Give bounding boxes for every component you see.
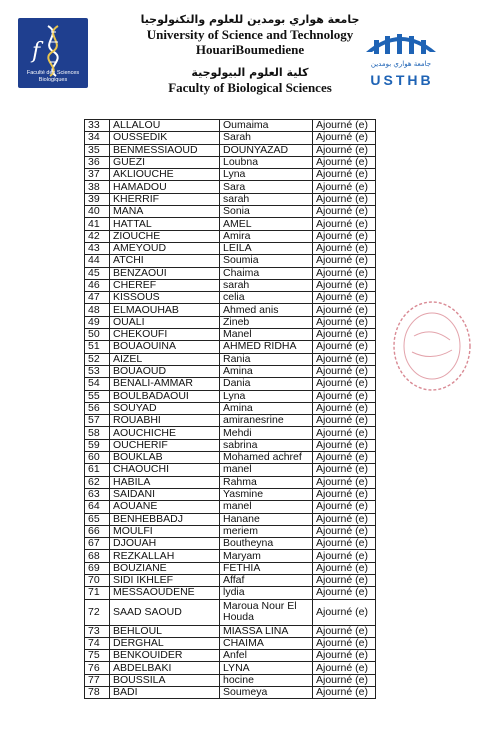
student-number-cell: 58 — [85, 427, 110, 439]
first-name-cell: Amina — [220, 402, 313, 414]
last-name-cell: ELMAOUHAB — [110, 304, 220, 316]
decision-cell: Ajourné (e) — [313, 341, 376, 353]
table-row — [85, 156, 376, 168]
table-row — [85, 242, 376, 254]
first-name-cell: Amira — [220, 230, 313, 242]
student-number-cell: 43 — [85, 242, 110, 254]
student-number-cell: 65 — [85, 513, 110, 525]
first-name-cell: sarah — [220, 193, 313, 205]
student-number-cell: 64 — [85, 501, 110, 513]
first-name-cell: Yasmine — [220, 488, 313, 500]
decision-cell: Ajourné (e) — [313, 181, 376, 193]
table-row — [85, 439, 376, 451]
faculty-logo — [18, 18, 88, 88]
student-number-cell: 68 — [85, 550, 110, 562]
table-row — [85, 316, 376, 328]
first-name-cell: Boutheyna — [220, 538, 313, 550]
last-name-cell: BEHLOUL — [110, 625, 220, 637]
svg-text:جامعة هواري بومدين: جامعة هواري بومدين — [370, 60, 432, 68]
last-name-cell: OUALI — [110, 316, 220, 328]
last-name-cell: OUSSEDIK — [110, 132, 220, 144]
student-number-cell: 66 — [85, 525, 110, 537]
last-name-cell: CHEKOUFI — [110, 329, 220, 341]
first-name-cell: Amina — [220, 365, 313, 377]
decision-cell: Ajourné (e) — [313, 242, 376, 254]
decision-cell: Ajourné (e) — [313, 267, 376, 279]
table-row — [85, 464, 376, 476]
first-name-cell: Zineb — [220, 316, 313, 328]
faculty-name-arabic: كلية العلوم البيولوجية — [191, 66, 309, 79]
decision-cell: Ajourné (e) — [313, 218, 376, 230]
table-row — [85, 662, 376, 674]
student-number-cell: 61 — [85, 464, 110, 476]
table-row — [85, 144, 376, 156]
student-number-cell: 34 — [85, 132, 110, 144]
first-name-cell: DOUNYAZAD — [220, 144, 313, 156]
decision-cell: Ajourné (e) — [313, 255, 376, 267]
last-name-cell: SAIDANI — [110, 488, 220, 500]
decision-cell: Ajourné (e) — [313, 132, 376, 144]
last-name-cell: ABDELBAKI — [110, 662, 220, 674]
student-number-cell: 45 — [85, 267, 110, 279]
last-name-cell: CHAOUCHI — [110, 464, 220, 476]
decision-cell: Ajourné (e) — [313, 415, 376, 427]
decision-cell: Ajourné (e) — [313, 488, 376, 500]
student-number-cell: 69 — [85, 562, 110, 574]
decision-cell: Ajourné (e) — [313, 292, 376, 304]
decision-cell: Ajourné (e) — [313, 476, 376, 488]
last-name-cell: MOULFI — [110, 525, 220, 537]
first-name-cell: Chaima — [220, 267, 313, 279]
decision-cell: Ajourné (e) — [313, 402, 376, 414]
table-row — [85, 501, 376, 513]
student-number-cell: 72 — [85, 599, 110, 625]
last-name-cell: BOUKLAB — [110, 452, 220, 464]
last-name-cell: BENALI-AMMAR — [110, 378, 220, 390]
first-name-cell: manel — [220, 501, 313, 513]
table-row — [85, 625, 376, 637]
usthb-wordmark: USTHB — [370, 72, 434, 88]
last-name-cell: BENKOUIDER — [110, 650, 220, 662]
student-number-cell: 70 — [85, 574, 110, 586]
student-number-cell: 76 — [85, 662, 110, 674]
student-number-cell: 56 — [85, 402, 110, 414]
last-name-cell: SOUYAD — [110, 402, 220, 414]
table-row — [85, 476, 376, 488]
last-name-cell: AKLIOUCHE — [110, 169, 220, 181]
student-number-cell: 78 — [85, 687, 110, 699]
last-name-cell: ROUABHI — [110, 415, 220, 427]
first-name-cell: Soumia — [220, 255, 313, 267]
table-row — [85, 562, 376, 574]
decision-cell: Ajourné (e) — [313, 599, 376, 625]
students-table — [84, 119, 376, 699]
first-name-cell: lydia — [220, 587, 313, 599]
decision-cell: Ajourné (e) — [313, 193, 376, 205]
last-name-cell: HATTAL — [110, 218, 220, 230]
student-number-cell: 57 — [85, 415, 110, 427]
student-number-cell: 77 — [85, 674, 110, 686]
usthb-arch-icon — [360, 26, 442, 72]
table-row — [85, 415, 376, 427]
first-name-cell: Sara — [220, 181, 313, 193]
table-row — [85, 674, 376, 686]
last-name-cell: SIDI IKHLEF — [110, 574, 220, 586]
table-row — [85, 574, 376, 586]
student-number-cell: 40 — [85, 206, 110, 218]
student-number-cell: 59 — [85, 439, 110, 451]
last-name-cell: BOUSSILA — [110, 674, 220, 686]
last-name-cell: BENZAOUI — [110, 267, 220, 279]
decision-cell: Ajourné (e) — [313, 587, 376, 599]
first-name-cell: Hanane — [220, 513, 313, 525]
decision-cell: Ajourné (e) — [313, 427, 376, 439]
decision-cell: Ajourné (e) — [313, 378, 376, 390]
first-name-cell: Rania — [220, 353, 313, 365]
student-number-cell: 71 — [85, 587, 110, 599]
student-number-cell: 35 — [85, 144, 110, 156]
student-number-cell: 37 — [85, 169, 110, 181]
table-row — [85, 587, 376, 599]
decision-cell: Ajourné (e) — [313, 662, 376, 674]
table-row — [85, 193, 376, 205]
decision-cell: Ajourné (e) — [313, 156, 376, 168]
last-name-cell: AIZEL — [110, 353, 220, 365]
table-row — [85, 206, 376, 218]
first-name-cell: Loubna — [220, 156, 313, 168]
first-name-cell: manel — [220, 464, 313, 476]
decision-cell: Ajourné (e) — [313, 650, 376, 662]
last-name-cell: HAMADOU — [110, 181, 220, 193]
first-name-cell: Manel — [220, 329, 313, 341]
student-number-cell: 60 — [85, 452, 110, 464]
last-name-cell: SAAD SAOUD — [110, 599, 220, 625]
table-row — [85, 488, 376, 500]
last-name-cell: HABILA — [110, 476, 220, 488]
student-number-cell: 42 — [85, 230, 110, 242]
table-row — [85, 513, 376, 525]
svg-text:f: f — [32, 39, 41, 64]
first-name-cell: celia — [220, 292, 313, 304]
first-name-cell: Maroua Nour El Houda — [220, 599, 313, 625]
decision-cell: Ajourné (e) — [313, 120, 376, 132]
first-name-cell: Soumeya — [220, 687, 313, 699]
decision-cell: Ajourné (e) — [313, 562, 376, 574]
decision-cell: Ajourné (e) — [313, 329, 376, 341]
last-name-cell: AOUANE — [110, 501, 220, 513]
faculty-logo-caption: Faculté des Sciences Biologiques — [26, 70, 80, 83]
decision-cell: Ajourné (e) — [313, 625, 376, 637]
last-name-cell: BADI — [110, 687, 220, 699]
table-row — [85, 378, 376, 390]
last-name-cell: BENMESSIAOUD — [110, 144, 220, 156]
last-name-cell: BOULBADAOUI — [110, 390, 220, 402]
table-row — [85, 120, 376, 132]
decision-cell: Ajourné (e) — [313, 353, 376, 365]
student-number-cell: 47 — [85, 292, 110, 304]
student-number-cell: 73 — [85, 625, 110, 637]
student-number-cell: 63 — [85, 488, 110, 500]
table-row — [85, 538, 376, 550]
last-name-cell: GUEZI — [110, 156, 220, 168]
student-number-cell: 38 — [85, 181, 110, 193]
usthb-logo — [360, 26, 442, 90]
university-name-english: University of Science and Technology — [146, 27, 354, 42]
decision-cell: Ajourné (e) — [313, 169, 376, 181]
decision-cell: Ajourné (e) — [313, 279, 376, 291]
decision-cell: Ajourné (e) — [313, 525, 376, 537]
decision-cell: Ajourné (e) — [313, 144, 376, 156]
last-name-cell: AOUCHICHE — [110, 427, 220, 439]
student-number-cell: 50 — [85, 329, 110, 341]
last-name-cell: BENHEBBADJ — [110, 513, 220, 525]
first-name-cell: AMEL — [220, 218, 313, 230]
first-name-cell: LEILA — [220, 242, 313, 254]
table-row — [85, 341, 376, 353]
student-number-cell: 49 — [85, 316, 110, 328]
decision-cell: Ajourné (e) — [313, 464, 376, 476]
last-name-cell: ZIOUCHE — [110, 230, 220, 242]
table-row — [85, 452, 376, 464]
first-name-cell: Mehdi — [220, 427, 313, 439]
university-proper-name: HouariBoumediene — [195, 42, 305, 57]
first-name-cell: sabrina — [220, 439, 313, 451]
decision-cell: Ajourné (e) — [313, 316, 376, 328]
student-number-cell: 53 — [85, 365, 110, 377]
first-name-cell: MIASSA LINA — [220, 625, 313, 637]
student-number-cell: 54 — [85, 378, 110, 390]
table-row — [85, 550, 376, 562]
first-name-cell: Lyna — [220, 390, 313, 402]
student-number-cell: 55 — [85, 390, 110, 402]
decision-cell: Ajourné (e) — [313, 538, 376, 550]
decision-cell: Ajourné (e) — [313, 206, 376, 218]
student-number-cell: 51 — [85, 341, 110, 353]
student-number-cell: 33 — [85, 120, 110, 132]
student-number-cell: 62 — [85, 476, 110, 488]
decision-cell: Ajourné (e) — [313, 687, 376, 699]
last-name-cell: MANA — [110, 206, 220, 218]
student-number-cell: 67 — [85, 538, 110, 550]
student-number-cell: 39 — [85, 193, 110, 205]
decision-cell: Ajourné (e) — [313, 230, 376, 242]
first-name-cell: LYNA — [220, 662, 313, 674]
table-row — [85, 255, 376, 267]
first-name-cell: Sarah — [220, 132, 313, 144]
first-name-cell: FETHIA — [220, 562, 313, 574]
first-name-cell: meriem — [220, 525, 313, 537]
first-name-cell: sarah — [220, 279, 313, 291]
table-row — [85, 304, 376, 316]
decision-cell: Ajourné (e) — [313, 304, 376, 316]
decision-cell: Ajourné (e) — [313, 513, 376, 525]
table-row — [85, 365, 376, 377]
decision-cell: Ajourné (e) — [313, 365, 376, 377]
table-row — [85, 402, 376, 414]
last-name-cell: BOUAOUD — [110, 365, 220, 377]
last-name-cell: OUCHERIF — [110, 439, 220, 451]
last-name-cell: CHEREF — [110, 279, 220, 291]
table-row — [85, 132, 376, 144]
first-name-cell: hocine — [220, 674, 313, 686]
table-row — [85, 181, 376, 193]
last-name-cell: DJOUAH — [110, 538, 220, 550]
decision-cell: Ajourné (e) — [313, 574, 376, 586]
decision-cell: Ajourné (e) — [313, 637, 376, 649]
table-row — [85, 279, 376, 291]
first-name-cell: Mohamed achref — [220, 452, 313, 464]
student-number-cell: 75 — [85, 650, 110, 662]
table-row — [85, 292, 376, 304]
last-name-cell: ATCHI — [110, 255, 220, 267]
decision-cell: Ajourné (e) — [313, 501, 376, 513]
first-name-cell: Oumaima — [220, 120, 313, 132]
student-number-cell: 74 — [85, 637, 110, 649]
first-name-cell: Dania — [220, 378, 313, 390]
table-row — [85, 390, 376, 402]
last-name-cell: ALLALOU — [110, 120, 220, 132]
student-number-cell: 52 — [85, 353, 110, 365]
table-row — [85, 230, 376, 242]
student-number-cell: 36 — [85, 156, 110, 168]
decision-cell: Ajourné (e) — [313, 452, 376, 464]
last-name-cell: REZKALLAH — [110, 550, 220, 562]
last-name-cell: AMEYOUD — [110, 242, 220, 254]
table-row — [85, 329, 376, 341]
last-name-cell: KISSOUS — [110, 292, 220, 304]
first-name-cell: Affaf — [220, 574, 313, 586]
decision-cell: Ajourné (e) — [313, 550, 376, 562]
first-name-cell: Anfel — [220, 650, 313, 662]
first-name-cell: CHAIMA — [220, 637, 313, 649]
faculty-name-english: Faculty of Biological Sciences — [168, 80, 332, 95]
first-name-cell: Maryam — [220, 550, 313, 562]
table-row — [85, 650, 376, 662]
decision-cell: Ajourné (e) — [313, 439, 376, 451]
student-number-cell: 41 — [85, 218, 110, 230]
student-number-cell: 44 — [85, 255, 110, 267]
last-name-cell: KHERRIF — [110, 193, 220, 205]
last-name-cell: BOUAOUINA — [110, 341, 220, 353]
table-row — [85, 599, 376, 625]
student-number-cell: 48 — [85, 304, 110, 316]
first-name-cell: Ahmed anis — [220, 304, 313, 316]
table-row — [85, 687, 376, 699]
document-header — [0, 0, 482, 112]
table-row — [85, 267, 376, 279]
first-name-cell: amiranesrine — [220, 415, 313, 427]
table-row — [85, 218, 376, 230]
last-name-cell: BOUZIANE — [110, 562, 220, 574]
table-row — [85, 525, 376, 537]
last-name-cell: DERGHAL — [110, 637, 220, 649]
table-row — [85, 169, 376, 181]
university-name-arabic: جامعة هواري بومدين للعلوم والتكنولوجيا — [140, 13, 360, 26]
first-name-cell: Rahma — [220, 476, 313, 488]
table-row — [85, 353, 376, 365]
decision-cell: Ajourné (e) — [313, 674, 376, 686]
student-number-cell: 46 — [85, 279, 110, 291]
table-row — [85, 637, 376, 649]
last-name-cell: MESSAOUDENE — [110, 587, 220, 599]
first-name-cell: AHMED RIDHA — [220, 341, 313, 353]
decision-cell: Ajourné (e) — [313, 390, 376, 402]
table-row — [85, 427, 376, 439]
first-name-cell: Lyna — [220, 169, 313, 181]
official-stamp — [384, 296, 474, 396]
first-name-cell: Sonia — [220, 206, 313, 218]
